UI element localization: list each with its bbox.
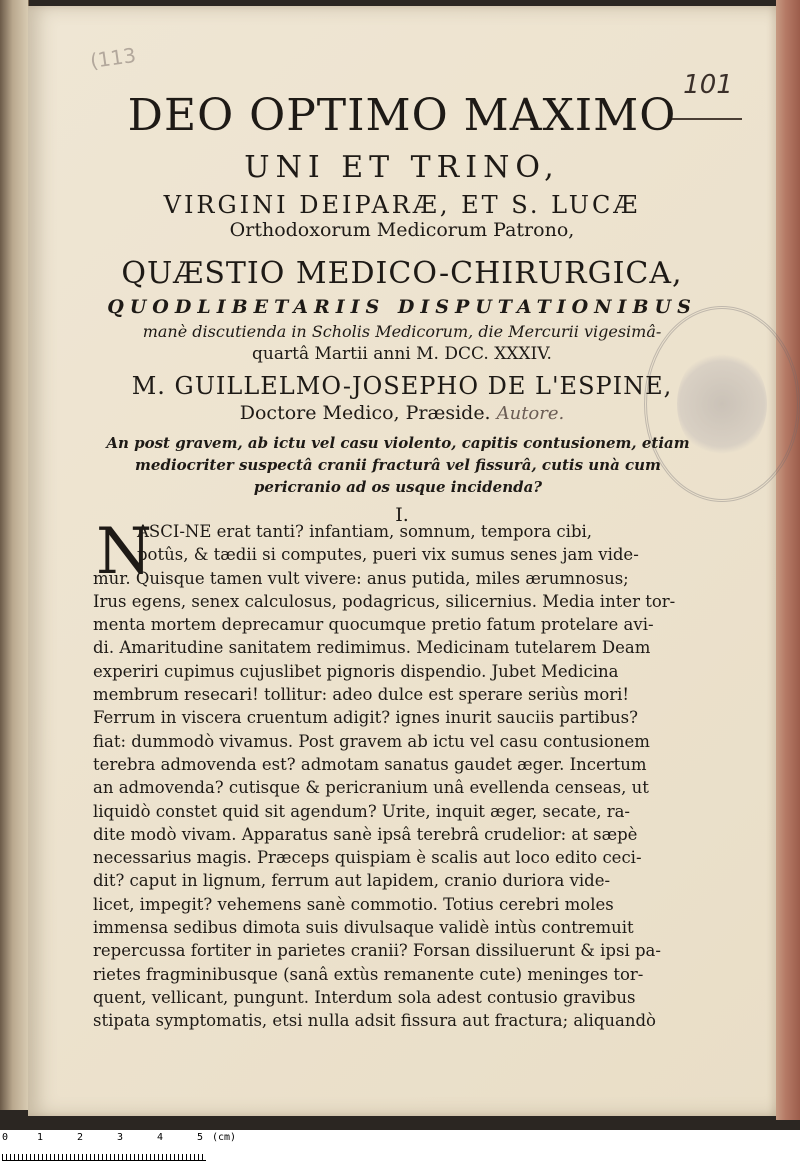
- question-text: An post gravem, ab ictu vel casu violento, capitis contusionem, etiam mediocriter suspectâ cranii fracturâ vel fissurâ, cutis unà cum pericranio ad os usque incidenda?: [106, 434, 690, 496]
- folio-number: 101: [683, 70, 733, 100]
- praeses-title: Doctore Medico, Præside.: [239, 402, 491, 424]
- handwritten-note: Autore.: [496, 403, 565, 424]
- title-line-1: DEO OPTIMO MAXIMO: [127, 90, 677, 141]
- title-line-3: VIRGINI DEIPARÆ, ET S. LUCÆ: [163, 191, 641, 219]
- body-line: terebra admovenda est? admotam sanatus gaudet æger. Incertum: [93, 754, 647, 774]
- document-page: [28, 6, 776, 1116]
- body-line: Ferrum in viscera cruentum adigit? ignes inurit sauciis partibus?: [93, 708, 638, 728]
- body-line: ASCI-NE erat tanti? infantiam, somnum, tempora cibi,: [137, 522, 593, 541]
- body-line: dite modò vivam. Apparatus sanè ipsâ terebrâ crudelior: at sæpè: [93, 824, 638, 844]
- body-line: licet, impegit? vehemens sanè commotio. Totius cerebri moles: [93, 894, 614, 914]
- body-line: potûs, & tædii si computes, pueri vix sumus senes jam vide-: [137, 545, 639, 565]
- title-line-4: Orthodoxorum Medicorum Patrono,: [229, 219, 575, 241]
- body-line: stipata symptomatis, etsi nulla adsit fissura aut fractura; aliquandò: [93, 1011, 656, 1031]
- body-text: [93, 515, 793, 1033]
- section-number: I.: [395, 504, 409, 526]
- title-line-7: manè discutienda in Scholis Medicorum, die Mercurii vigesimâ-: [142, 322, 662, 341]
- body-line: repercussa fortiter in parietes cranii? Forsan dissiluerunt & ipsi pa-: [93, 941, 661, 961]
- pencil-mark: (113: [88, 42, 138, 74]
- ruler-label-1: 1: [37, 1132, 44, 1143]
- praeses-title-line: [28, 402, 776, 424]
- body-line: fiat: dummodò vivamus. Post gravem ab ictu vel casu contusionem: [93, 731, 650, 751]
- ruler-label-5: 5: [197, 1132, 204, 1143]
- body-line: experiri cupimus cujuslibet pignoris dispendio. Jubet Medicina: [93, 661, 619, 681]
- praeses-name: M. GUILLELMO-JOSEPHO DE L'ESPINE,: [131, 372, 673, 400]
- ruler-label-0: 0: [2, 1132, 9, 1143]
- ruler-label-2: 2: [77, 1132, 84, 1143]
- body-line: mur. Quisque tamen vult vivere: anus putida, miles ærumnosus;: [93, 568, 629, 588]
- body-line: liquidò constet quid sit agendum? Urite, inquit æger, secate, ra-: [93, 801, 631, 821]
- title-line-2: UNI ET TRINO,: [244, 150, 560, 185]
- body-line: quent, vellicant, pungunt. Interdum sola adest contusio gravibus: [93, 987, 636, 1007]
- scale-ruler: [0, 1130, 800, 1165]
- title-line-5: QUÆSTIO MEDICO-CHIRURGICA,: [121, 256, 683, 291]
- ruler-ticks: [2, 1150, 206, 1161]
- body-line: necessarius magis. Præceps quispiam è scalis aut loco edito ceci-: [93, 848, 642, 868]
- body-line: di. Amaritudine sanitatem redimimus. Medicinam tutelarem Deam: [93, 638, 651, 658]
- ruler-label-3: 3: [117, 1132, 124, 1143]
- ruler-unit: (cm): [212, 1132, 237, 1143]
- body-line: membrum resecari! tollitur: adeo dulce est sperare seriùs mori!: [93, 685, 630, 705]
- left-page-edge: [0, 0, 29, 1110]
- title-line-6: QUODLIBETARIIS DISPUTATIONIBUS: [107, 296, 697, 318]
- ruler-label-4: 4: [157, 1132, 164, 1143]
- body-line: immensa sedibus dimota suis divulsaque validè intùs contremuit: [93, 918, 634, 938]
- body-line: dit? caput in lignum, ferrum aut lapidem, cranio duriora vide-: [93, 871, 611, 891]
- body-line: Irus egens, senex calculosus, podagricus, silicernius. Media inter tor-: [93, 591, 676, 611]
- body-line: rietes fragminibusque (sanâ extùs remanente cute) meninges tor-: [93, 964, 644, 984]
- drop-cap: N: [96, 515, 152, 589]
- title-line-8: quartâ Martii anni M. DCC. XXXIV.: [252, 344, 552, 364]
- body-line: menta mortem deprecamur quocumque pretio fatum protelare avi-: [93, 615, 654, 635]
- body-line: an admovenda? cutisque & pericranium unâ evellenda censeas, ut: [93, 778, 649, 798]
